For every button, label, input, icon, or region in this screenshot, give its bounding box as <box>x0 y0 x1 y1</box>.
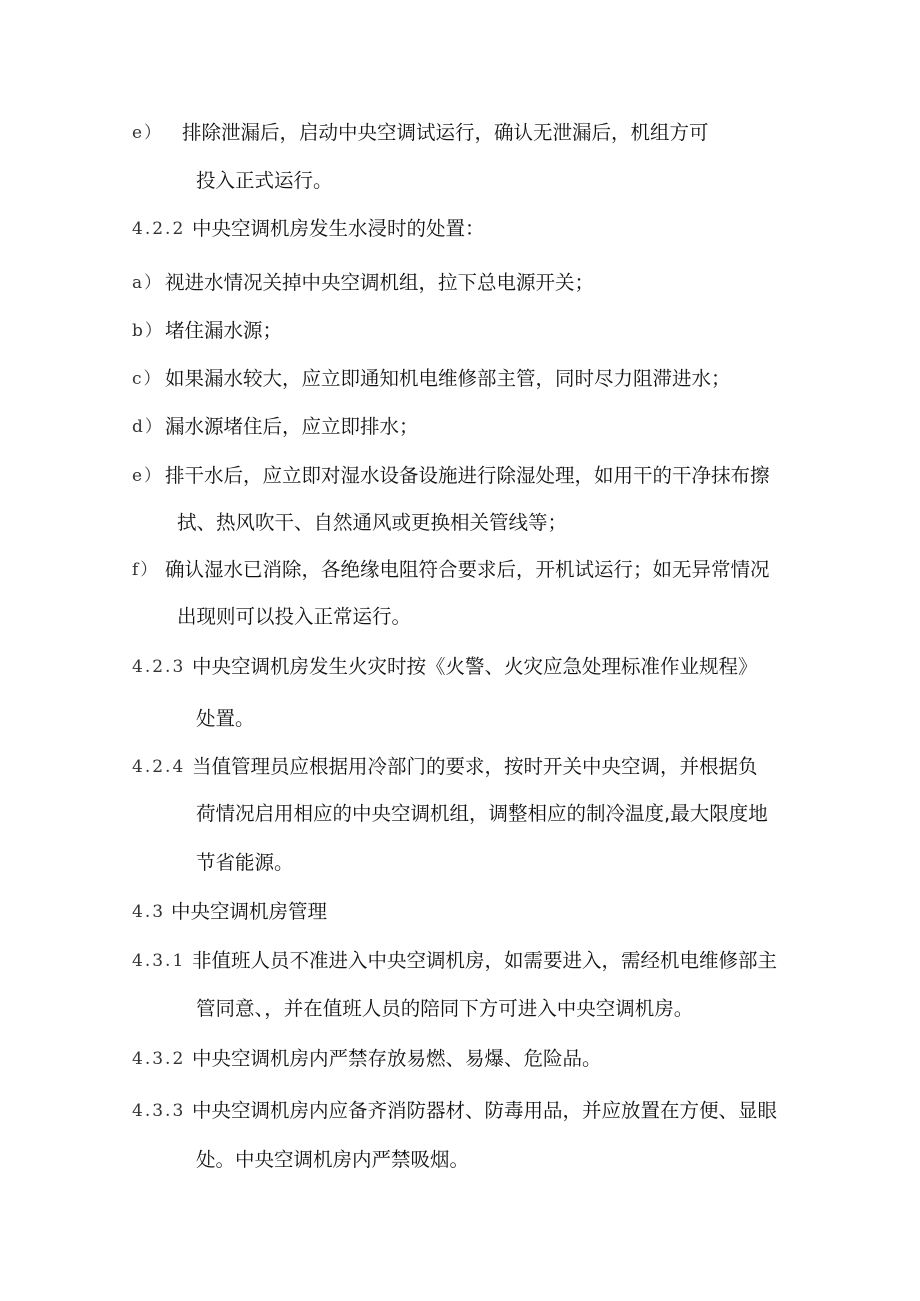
section-title: 中央空调机房内应备齐消防器材、防毒用品，并应放置在方便、显眼 <box>192 1099 778 1122</box>
section-text: 管同意、，并在值班人员的陪同下方可进入中央空调机房。 <box>196 997 694 1020</box>
section-number: 4.3 <box>132 902 166 922</box>
section-title: 非值班人员不准进入中央空调机房，如需要进入，需经机电维修部主 <box>192 949 778 972</box>
item-text: 漏水源堵住后，应立即排水； <box>165 415 419 438</box>
section-title: 当值管理员应根据用冷部门的要求，按时开关中央空调，并根据负 <box>192 755 758 778</box>
section-number: 4.3.3 <box>132 1101 186 1121</box>
section-number: 4.3.2 <box>132 1049 186 1069</box>
section-title: 中央空调机房发生火灾时按《火警、火灾应急处理标准作业规程》 <box>192 655 758 678</box>
item-marker: f） <box>132 560 160 580</box>
section-number: 4.2.2 <box>132 219 186 239</box>
item-text: 出现则可以投入正常运行。 <box>177 605 412 628</box>
item-text: 拭、热风吹干、自然通风或更换相关管线等； <box>177 511 568 534</box>
item-marker: d） <box>132 417 164 437</box>
section-number: 4.2.4 <box>132 757 186 777</box>
section-text: 处。中央空调机房内严禁吸烟。 <box>196 1148 470 1171</box>
item-marker: e） <box>132 466 164 486</box>
item-text: 排干水后，应立即对湿水设备设施进行除湿处理，如用干的干净抹布擦 <box>165 464 770 487</box>
item-text: 堵住漏水源； <box>165 319 283 342</box>
section-title: 中央空调机房内严禁存放易燃、易爆、危险品。 <box>192 1047 602 1070</box>
item-text: 确认湿水已消除，各绝缘电阻符合要求后，开机试运行；如无异常情况 <box>165 558 770 581</box>
section-number: 4.2.3 <box>132 657 186 677</box>
section-number: 4.3.1 <box>132 951 186 971</box>
section-text: 荷情况启用相应的中央空调机组，调整相应的制冷温度,最大限度地 <box>196 802 768 825</box>
item-text: 如果漏水较大，应立即通知机电维修部主管，同时尽力阻滞进水； <box>165 367 731 390</box>
item-marker: b） <box>132 321 164 341</box>
section-title: 中央空调机房管理 <box>171 900 328 923</box>
item-text: 排除泄漏后，启动中央空调试运行，确认无泄漏后，机组方可 <box>182 121 709 144</box>
section-title: 中央空调机房发生水浸时的处置： <box>192 217 485 240</box>
section-text: 节省能源。 <box>196 851 294 874</box>
item-text: 投入正式运行。 <box>196 169 333 192</box>
section-text: 处置。 <box>196 707 255 730</box>
item-marker: c） <box>132 369 163 389</box>
item-text: 视进水情况关掉中央空调机组，拉下总电源开关； <box>165 271 595 294</box>
item-marker: e） <box>132 123 164 143</box>
item-marker: a） <box>132 273 164 293</box>
